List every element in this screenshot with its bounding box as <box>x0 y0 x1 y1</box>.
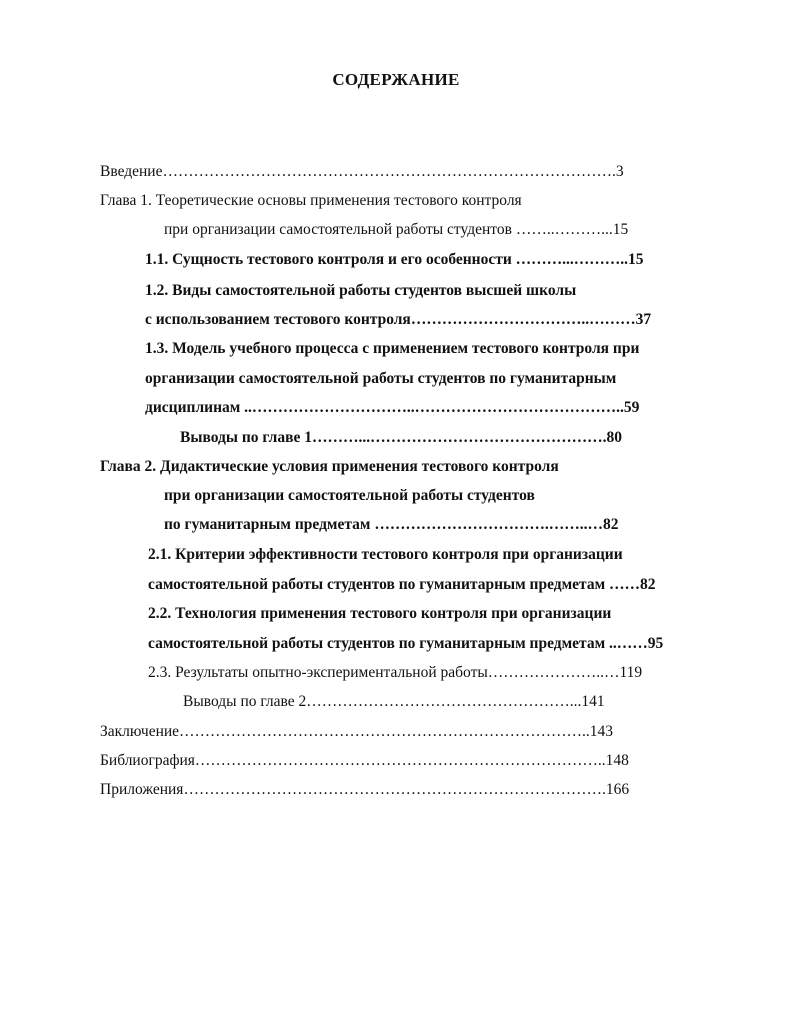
toc-entry-2-3: 2.3. Результаты опытно-экспериментальной работы…………………..…119 <box>148 664 643 681</box>
toc-entry-conclusions-1: Выводы по главе 1………...……………………………………….80 <box>180 429 622 446</box>
toc-entry-conclusion: Заключение……………………………………………………………………..143 <box>100 723 614 740</box>
toc-entry-introduction: Введение…………………………………………………………………………….3 <box>100 163 624 180</box>
toc-entry-chapter-2-cont2: по гуманитарным предметам …………………………….……..…82 <box>164 516 619 533</box>
toc-entry-1-3-cont2: дисциплинам ..…………………………..…………………………………..59 <box>145 399 640 416</box>
toc-entry-1-3-cont: организации самостоятельной работы студентов по гуманитарным <box>145 370 617 387</box>
toc-entry-1-1: 1.1. Сущность тестового контроля и его особенности ………...………..15 <box>145 251 644 268</box>
toc-entry-chapter-2: Глава 2. Дидактические условия применения тестового контроля <box>100 458 559 475</box>
toc-entry-chapter-1-cont: при организации самостоятельной работы студентов ……..………...15 <box>164 221 629 238</box>
toc-entry-2-1: 2.1. Критерии эффективности тестового контроля при организации <box>148 546 623 563</box>
toc-entry-chapter-1: Глава 1. Теоретические основы применения тестового контроля <box>100 192 522 209</box>
toc-entry-bibliography: Библиография……………………………………………………………………..148 <box>100 752 629 769</box>
toc-entry-appendices: Приложения……………………………………………………………………….166 <box>100 781 630 798</box>
page-title: СОДЕРЖАНИЕ <box>332 70 460 89</box>
toc-entry-2-2: 2.2. Технология применения тестового контроля при организации <box>148 605 612 622</box>
toc-entry-1-3: 1.3. Модель учебного процесса с применением тестового контроля при <box>145 340 640 357</box>
toc-entry-2-1-cont: самостоятельной работы студентов по гуманитарным предметам ……82 <box>148 576 656 593</box>
toc-entry-1-2-cont: с использованием тестового контроля……………………………..………37 <box>145 311 652 328</box>
toc-entry-2-2-cont: самостоятельной работы студентов по гуманитарным предметам ..……95 <box>148 635 664 652</box>
toc-entry-1-2: 1.2. Виды самостоятельной работы студентов высшей школы <box>145 282 577 299</box>
toc-entry-conclusions-2: Выводы по главе 2……………………………………………...141 <box>183 693 605 710</box>
toc-entry-chapter-2-cont: при организации самостоятельной работы студентов <box>164 487 535 504</box>
